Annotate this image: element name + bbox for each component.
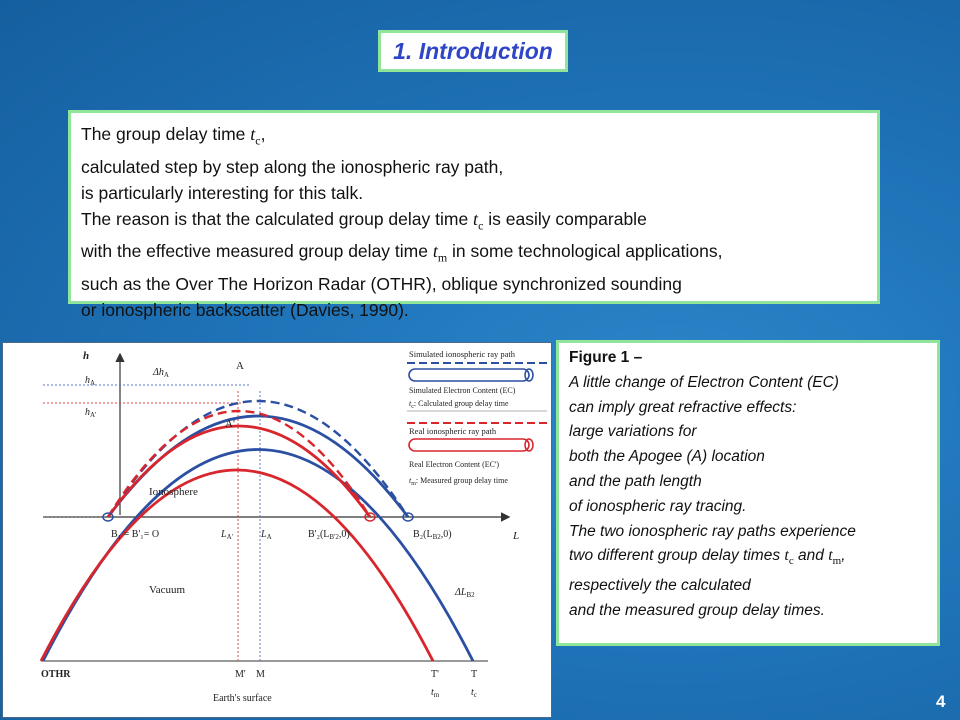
intro-line-1: The group delay time $t_c$, (81, 124, 266, 148)
legend-sim-path-label: Simulated ionospheric ray path (409, 349, 515, 359)
caption-title: Figure 1 – (569, 349, 643, 366)
caption-line-9: respectively the calculated (569, 577, 751, 595)
earth-surface-label: Earth's surface (213, 693, 272, 704)
hAp-label: $h_{A'}$ (85, 407, 97, 419)
point-B1-label: B₁ = B'₁= O (111, 529, 160, 540)
L-Ap-label: $L_{A'}$ (221, 529, 233, 541)
caption-line-4: both the Apogee (A) location (569, 448, 765, 466)
caption-line-10: and the measured group delay times. (569, 602, 825, 620)
caption-line-1: A little change of Electron Content (EC) (569, 373, 839, 391)
intro-line-4: The reason is that the calculated group delay time $t_c$ is easily comparable (81, 208, 647, 233)
caption-line-3: large variations for (569, 423, 697, 441)
page-number: 4 (936, 692, 946, 711)
delta-hA-label: $\Delta h_A$ (153, 367, 169, 379)
symbol-tm: $t_m$ (432, 241, 448, 265)
L-A-label: $L_A$ (261, 529, 272, 541)
intro-text-box (68, 110, 880, 320)
othr-label: OTHR (41, 669, 71, 680)
M-prime-label: M' (235, 669, 246, 680)
symbol-tc: $t_c$ (784, 547, 794, 568)
hA-label: $h_A$ (85, 375, 96, 387)
point-B2p-label: $B'_2(L_{B'2},0)$ (308, 529, 350, 541)
ionosphere-label: Ionosphere (149, 486, 198, 498)
tm-label: $t_m$ (431, 687, 440, 699)
M-label: M (256, 669, 265, 680)
diagram-legend (407, 349, 547, 487)
real-ray-outer (41, 470, 433, 661)
point-B2-label: $B_2(L_{B2},0)$ (413, 529, 452, 541)
legend-sim-ec-label: Simulated Electron Content (EC) (409, 386, 516, 395)
intro-line-3: is particularly interesting for this talk. (81, 182, 364, 203)
symbol-tc: $t_c$ (250, 124, 261, 148)
axis-h-label: h (83, 350, 90, 362)
intro-line-7: or ionospheric backscatter (Davies, 1990). (81, 299, 409, 320)
apogee-A-label: A (236, 360, 244, 372)
symbol-tc: $t_c$ (473, 208, 484, 233)
caption-line-6: of ionospheric ray tracing. (569, 497, 747, 515)
legend-real-tm-label: $t_m$: Measured group delay time (409, 476, 508, 487)
intro-line-2: calculated step by step along the ionospheric ray path, (81, 156, 504, 177)
intro-line-6: such as the Over The Horizon Radar (OTHR), oblique synchronized sounding (81, 273, 682, 294)
ray-path-diagram (2, 342, 552, 718)
axis-l-label: L (513, 530, 520, 542)
vacuum-label: Vacuum (149, 584, 186, 596)
apogee-Ap-label: A' (225, 418, 235, 430)
figure-caption-box (556, 340, 940, 646)
tc-label: $t_c$ (471, 687, 477, 699)
caption-line-5: and the path length (569, 472, 702, 490)
caption-line-2: can imply great refractive effects: (569, 398, 797, 416)
caption-line-7: The two ionospheric ray paths experience (569, 522, 856, 540)
intro-line-5: with the effective measured group delay time $t_m$ in some technological applications, (81, 241, 723, 265)
legend-real-ec-label: Real Electron Content (EC') (409, 460, 500, 469)
caption-line-8: two different group delay times $t_c$ and $t_m$, (569, 547, 846, 568)
T-prime-label: T' (431, 669, 439, 680)
T-label: T (471, 669, 478, 680)
legend-real-ec-tube (409, 439, 529, 451)
slide-title: 1. Introduction (393, 37, 553, 64)
legend-sim-ec-tube (409, 369, 529, 381)
symbol-tm: $t_m$ (828, 547, 842, 568)
ray-path-svg (3, 343, 551, 717)
legend-real-path-label: Real ionospheric ray path (409, 426, 497, 436)
slide-title-box (378, 30, 568, 72)
legend-sim-tc-label: $t_c$: Calculated group delay time (409, 399, 509, 410)
delta-LB2-label: $\Delta L_{B2}$ (455, 587, 475, 599)
